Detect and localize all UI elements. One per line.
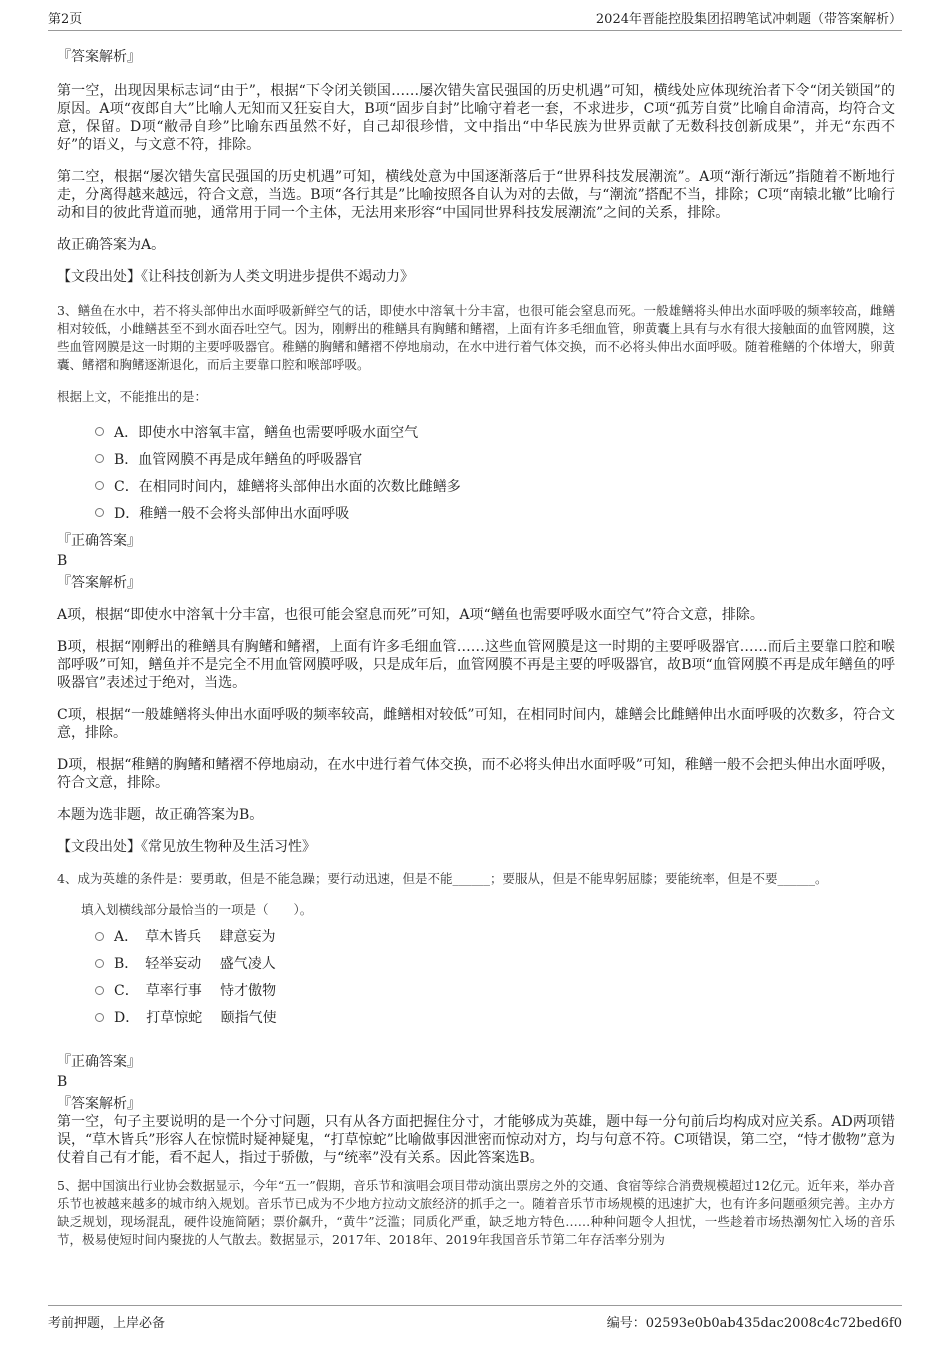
q4-text: 4、成为英雄的条件是：要勇敢，但是不能急躁；要行动迅速，但是不能______；要服从，但是不能卑躬屈膝；要能统率，但是不要______。 (57, 871, 828, 886)
radio-icon[interactable] (95, 1013, 104, 1022)
q3-analysis-c: C项，根据“一般雄鳝将头伸出水面呼吸的频率较高，雌鳝相对较低”可知，在相同时间内，雄鳝会比雌鳝伸出水面呼吸的次数多，符合文意，排除。 (57, 707, 895, 741)
radio-icon[interactable] (95, 959, 104, 968)
page-content (57, 40, 895, 1261)
radio-icon[interactable] (95, 986, 104, 995)
radio-icon[interactable] (95, 454, 104, 463)
q3-source: 【文段出处】《常见放生物种及生活习性》 (57, 839, 316, 855)
q3-analysis-d: D项，根据“稚鳝的胸鳍和鳍褶不停地扇动，在水中进行着气体交换，而不必将头伸出水面呼吸”可知，稚鳝一般不会把头伸出水面呼吸，符合文意，排除。 (57, 757, 895, 791)
q3-option-c[interactable]: C．在相同时间内，雄鳝将头部伸出水面的次数比雌鳝多 (95, 472, 895, 499)
q3-option-d[interactable]: D．稚鳝一般不会将头部伸出水面呼吸 (95, 499, 895, 526)
document-title: 2024年晋能控股集团招聘笔试冲刺题（带答案解析） (595, 12, 902, 27)
q3-option-b[interactable]: B．血管网膜不再是成年鳝鱼的呼吸器官 (95, 445, 895, 472)
q5-text: 5、据中国演出行业协会数据显示，今年“五一”假期，音乐节和演唱会项目带动演出票房之外的交通、食宿等综合消费规模超过12亿元。近年来，举办音乐节也被越来越多的城市纳入规划。音乐节已成为不少地方拉动文旅经济的抓手之一。随着音乐节市场规模的迅速扩大，也有许多问题亟须完善。主办方缺乏规划，现场混乱，硬件设施简陋；票价飙升，“黄牛”泛滥；同质化严重，缺乏地方特色……种种问题令人担忧，一些趁着市场热潮匆忙入场的音乐节，极易使短时间内聚拢的人气散去。数据显示，2017年、2018年、2019年我国音乐节第二年存活率分别为 (57, 1177, 895, 1247)
page-footer (48, 1312, 902, 1332)
footer-slogan: 考前押题，上岸必备 (48, 1316, 166, 1331)
q2-analysis-p1: 第一空，出现因果标志词“由于”，根据“下令闭关锁国……屡次错失富民强国的历史机遇”可知，横线处应体现统治者下令“闭关锁国”的原因。A项“夜郎自大”比喻人无知而又狂妄自大，B项“固步自封”比喻守着老一套，不求进步，C项“孤芳自赏”比喻自命清高，均符合文意，保留。D项“敝帚自珍”比喻东西虽然不好，自己却很珍惜，文中指出“中华民族为世界贡献了无数科技创新成果”，并无“东西不好”的语义，与文意不符，排除。 (57, 83, 895, 153)
q3-options (95, 418, 895, 526)
q3-analysis-label: 『答案解析』 (57, 575, 141, 591)
q3-analysis-b: B项，根据“刚孵出的稚鳝具有胸鳍和鳍褶，上面有许多毛细血管……这些血管网膜是这一时期的主要呼吸器官……而后主要靠口腔和喉部呼吸”可知，鳝鱼并不是完全不用血管网膜呼吸，只是成年后，血管网膜不再是主要的呼吸器官，故B项“血管网膜不再是成年鳝鱼的呼吸器官”表述过于绝对，当选。 (57, 639, 895, 691)
page-header (48, 8, 902, 28)
q3-analysis-a: A项，根据“即使水中溶氧十分丰富，也很可能会窒息而死”可知，A项“鳝鱼也需要呼吸水面空气”符合文意，排除。 (57, 607, 764, 623)
q4-option-c[interactable]: C． 草率行事 恃才傲物 (95, 977, 895, 1004)
q4-correct-answer: B (57, 1073, 68, 1090)
q4-analysis: 第一空，句子主要说明的是一个分寸问题，只有从各方面把握住分寸，才能够成为英雄，题中每一分句前后均构成对应关系。AD两项错误，“草木皆兵”形容人在惊慌时疑神疑鬼，“打草惊蛇”比喻做事因泄密而惊动对方，均与句意不符。C项错误，第二空，“恃才傲物”意为仗着自己有才能，看不起人，指过于骄傲，与“统率”没有关系。因此答案选B。 (57, 1113, 895, 1166)
q2-conclusion: 故正确答案为A。 (57, 237, 166, 253)
q4-option-b[interactable]: B． 轻举妄动 盛气凌人 (95, 950, 895, 977)
q3-text: 3、鳝鱼在水中，若不将头部伸出水面呼吸新鲜空气的话，即使水中溶氧十分丰富，也很可能会窒息而死。一般雄鳝将头伸出水面呼吸的频率较高，雌鳝相对较低，小雌鳝甚至不到水面吞吐空气。因为，刚孵出的稚鳝具有胸鳍和鳍褶，上面有许多毛细血管，卵黄囊上具有与水有很大接触面的血管网膜，这些血管网膜是这一时期的主要呼吸器官。稚鳝的胸鳍和鳍褶不停地扇动，在水中进行着气体交换，而不必将头伸出水面呼吸。随着稚鳝的个体增大，卵黄囊、鳍褶和胸鳍逐渐退化，而后主要靠口腔和喉部呼吸。 (57, 303, 895, 372)
q2-analysis-label: 『答案解析』 (57, 49, 141, 65)
document-id: 编号：02593e0b0ab435dac2008c4c72bed6f0 (606, 1316, 902, 1331)
radio-icon[interactable] (95, 481, 104, 490)
q4-option-d[interactable]: D． 打草惊蛇 颐指气使 (95, 1004, 895, 1031)
q3-prompt: 根据上文，不能推出的是： (57, 389, 208, 404)
q4-options (95, 923, 895, 1031)
q4-prompt: 填入划横线部分最恰当的一项是（ ）。 (81, 901, 313, 917)
page-number: 第2页 (48, 12, 83, 27)
q2-source: 【文段出处】《让科技创新为人类文明进步提供不竭动力》 (57, 269, 414, 285)
radio-icon[interactable] (95, 932, 104, 941)
q4-option-a[interactable]: A． 草木皆兵 肆意妄为 (95, 923, 895, 950)
q4-analysis-label: 『答案解析』 (57, 1095, 141, 1112)
header-divider (48, 30, 902, 31)
q4-correct-label: 『正确答案』 (57, 1053, 141, 1070)
footer-divider (48, 1305, 902, 1306)
radio-icon[interactable] (95, 508, 104, 517)
q2-analysis-p2: 第二空，根据“屡次错失富民强国的历史机遇”可知，横线处意为中国逐渐落后于“世界科技发展潮流”。A项“渐行渐远”指随着不断地行走，分离得越来越远，符合文意，当选。B项“各行其是”比喻按照各自认为对的去做，与“潮流”搭配不当，排除；C项“南辕北辙”比喻行动和目的彼此背道而驰，通常用于同一个主体，无法用来形容“中国同世界科技发展潮流”之间的关系，排除。 (57, 169, 895, 221)
radio-icon[interactable] (95, 427, 104, 436)
q3-correct-answer: B (57, 553, 68, 569)
q3-correct-label: 『正确答案』 (57, 533, 141, 549)
q3-conclusion: 本题为选非题，故正确答案为B。 (57, 807, 264, 823)
q3-option-a[interactable]: A．即使水中溶氧丰富，鳝鱼也需要呼吸水面空气 (95, 418, 895, 445)
